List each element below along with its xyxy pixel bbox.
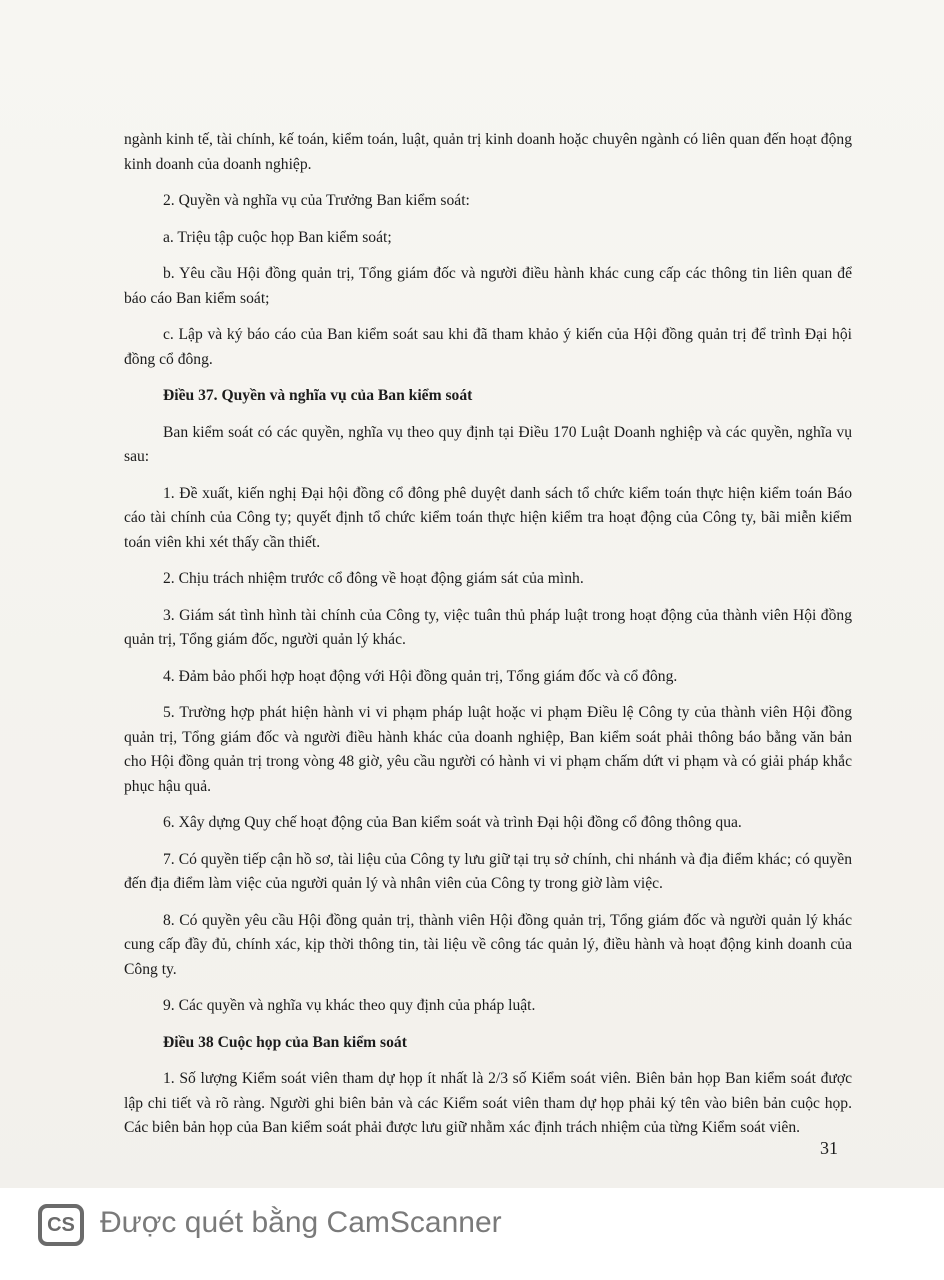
article-38-heading: Điều 38 Cuộc họp của Ban kiểm soát	[163, 1033, 407, 1051]
document-body	[124, 128, 852, 1153]
camscanner-logo-icon: CS	[38, 1204, 84, 1246]
paragraph-item-a: a. Triệu tập cuộc họp Ban kiểm soát;	[163, 228, 392, 246]
article-37-item-7: 7. Có quyền tiếp cận hồ sơ, tài liệu của Công ty lưu giữ tại trụ sở chính, chi nhánh và địa điểm khác; có quyền đến địa điểm làm việc của người quản lý và nhân viên của Công ty trong giờ làm việc.	[124, 850, 852, 892]
paragraph-item-b: b. Yêu cầu Hội đồng quản trị, Tổng giám đốc và người điều hành khác cung cấp các thông tin liên quan để báo cáo Ban kiểm soát;	[124, 265, 852, 307]
article-37-item-2: 2. Chịu trách nhiệm trước cổ đông về hoạt động giám sát của mình.	[163, 570, 584, 587]
article-37-item-8: 8. Có quyền yêu cầu Hội đồng quản trị, thành viên Hội đồng quản trị, Tổng giám đốc và người quản lý khác cung cấp đầy đủ, chính xác, kịp thời thông tin, tài liệu về công tác quản lý, điều hành và hoạt động kinh doanh của Công ty.	[124, 911, 852, 978]
paragraph-item-c: c. Lập và ký báo cáo của Ban kiểm soát sau khi đã tham khảo ý kiến của Hội đồng quản trị để trình Đại hội đồng cổ đông.	[124, 326, 852, 368]
page-number: 31	[820, 1138, 838, 1158]
article-37-heading: Điều 37. Quyền và nghĩa vụ của Ban kiểm soát	[163, 387, 473, 404]
article-37-intro: Ban kiểm soát có các quyền, nghĩa vụ theo quy định tại Điều 170 Luật Doanh nghiệp và các quyền, nghĩa vụ sau:	[124, 423, 852, 465]
paragraph-continuation: ngành kinh tế, tài chính, kế toán, kiểm toán, luật, quản trị kinh doanh hoặc chuyên ngành có liên quan đến hoạt động kinh doanh của doanh nghiệp.	[124, 131, 852, 173]
camscanner-text: Được quét bằng CamScanner	[100, 1206, 502, 1239]
article-37-item-1: 1. Đề xuất, kiến nghị Đại hội đồng cổ đông phê duyệt danh sách tổ chức kiểm toán thực hiện kiểm toán Báo cáo tài chính của Công ty; quyết định tổ chức kiểm toán thực hiện kiểm tra hoạt động của Công ty, bãi miễn kiểm toán viên khi xét thấy cần thiết.	[124, 484, 852, 551]
article-37-item-5: 5. Trường hợp phát hiện hành vi vi phạm pháp luật hoặc vi phạm Điều lệ Công ty của thành viên Hội đồng quản trị, Tổng giám đốc và người điều hành khác của doanh nghiệp, Ban kiểm soát phải thông báo bằng văn bản cho Hội đồng quản trị trong vòng 48 giờ, yêu cầu người có hành vi vi phạm chấm dứt vi phạm và có giải pháp khắc phục hậu quả.	[124, 704, 852, 795]
article-37-item-4: 4. Đảm bảo phối hợp hoạt động với Hội đồng quản trị, Tổng giám đốc và cổ đông.	[163, 667, 678, 685]
paragraph-item-2: 2. Quyền và nghĩa vụ của Trưởng Ban kiểm soát:	[163, 192, 470, 209]
article-37-item-9: 9. Các quyền và nghĩa vụ khác theo quy định của pháp luật.	[163, 997, 536, 1014]
article-37-item-3: 3. Giám sát tình hình tài chính của Công ty, việc tuân thủ pháp luật trong hoạt động của thành viên Hội đồng quản trị, Tổng giám đốc, người quản lý khác.	[124, 606, 852, 648]
camscanner-watermark	[0, 1188, 944, 1280]
article-37-item-6: 6. Xây dựng Quy chế hoạt động của Ban kiểm soát và trình Đại hội đồng cổ đông thông qua.	[163, 814, 742, 831]
article-38-item-1: 1. Số lượng Kiểm soát viên tham dự họp ít nhất là 2/3 số Kiểm soát viên. Biên bản họp Ban kiểm soát được lập chi tiết và rõ ràng. Người ghi biên bản và các Kiểm soát viên tham dự họp phải ký tên vào biên bản cuộc họp. Các biên bản họp của Ban kiểm soát phải được lưu giữ nhằm xác định trách nhiệm của từng Kiểm soát viên.	[124, 1070, 852, 1136]
